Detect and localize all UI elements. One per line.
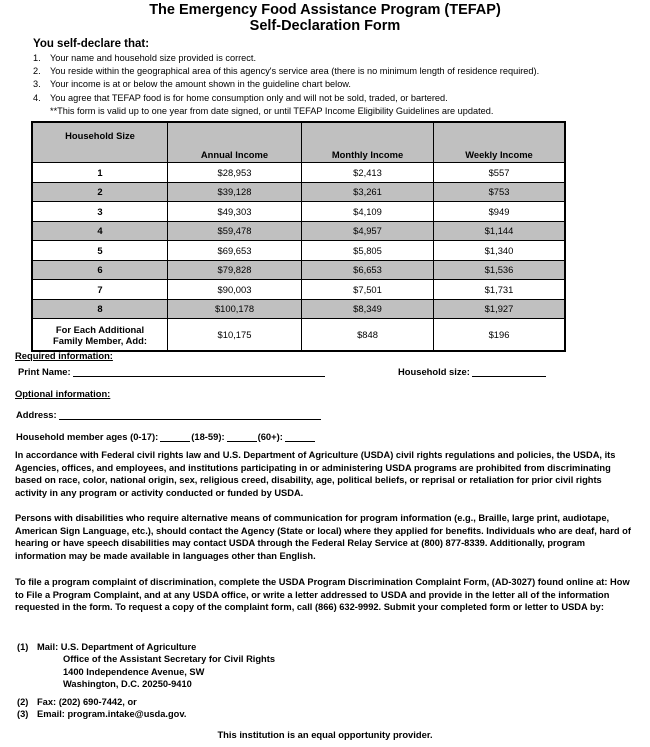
- header-household-size: Household Size: [32, 122, 168, 163]
- household-size-cell: 5: [32, 241, 168, 261]
- ages-18-59-label: (18-59):: [191, 431, 225, 442]
- monthly-income-cell: $4,957: [302, 221, 434, 241]
- weekly-income-cell: $557: [434, 163, 566, 183]
- item-number: 4.: [33, 92, 41, 103]
- required-info-heading: Required information:: [15, 350, 113, 361]
- table-row: [32, 241, 565, 261]
- declaration-item: [33, 52, 539, 65]
- annual-income-cell: $59,478: [168, 221, 302, 241]
- weekly-income-cell: $1,927: [434, 299, 566, 319]
- mail-address-line: 1400 Independence Avenue, SW: [63, 666, 205, 677]
- mail-number: (1): [17, 642, 29, 652]
- validity-note: **This form is valid up to one year from date signed, or until TEFAP Income Eligibility Guidelines are updated.: [50, 106, 494, 116]
- declaration-item: [33, 78, 539, 91]
- table-row: [32, 202, 565, 222]
- declaration-item: [33, 65, 539, 78]
- mail-address-line: Office of the Assistant Secretary for Civil Rights: [63, 654, 275, 665]
- ages-60-label: (60+):: [257, 431, 283, 442]
- additional-monthly: $848: [302, 319, 434, 352]
- declaration-heading: You self-declare that:: [33, 38, 150, 50]
- table-row: [32, 163, 565, 183]
- annual-income-cell: $79,828: [168, 260, 302, 280]
- monthly-income-cell: $7,501: [302, 280, 434, 300]
- item-number: 3.: [33, 79, 41, 90]
- household-size-input[interactable]: [472, 367, 546, 377]
- annual-income-cell: $39,128: [168, 182, 302, 202]
- table-row: [32, 280, 565, 300]
- household-size-cell: 3: [32, 202, 168, 222]
- address-field: [16, 409, 321, 420]
- fax-method: [17, 696, 275, 708]
- annual-income-cell: $69,653: [168, 241, 302, 261]
- monthly-income-cell: $5,805: [302, 241, 434, 261]
- weekly-income-cell: $1,731: [434, 280, 566, 300]
- fax-text: Fax: (202) 690-7442, or: [37, 696, 137, 707]
- weekly-income-cell: $949: [434, 202, 566, 222]
- weekly-income-cell: $1,340: [434, 241, 566, 261]
- print-name-field: [18, 366, 325, 377]
- household-size-cell: 6: [32, 260, 168, 280]
- header-annual-income: Annual Income: [168, 122, 302, 163]
- table-row: [32, 299, 565, 319]
- item-text: Your income is at or below the amount shown in the guideline chart below.: [50, 79, 351, 90]
- household-size-cell: 7: [32, 280, 168, 300]
- household-ages-field: [16, 431, 315, 442]
- optional-info-heading: Optional information:: [15, 388, 111, 399]
- civil-rights-statement: In accordance with Federal civil rights law and U.S. Department of Agriculture (USDA) civil rights regulations and policies, the USDA, its Agencies, offices, and employees, and institutions participating in or administering USDA programs are prohibited from discriminating based on race, color, national origin, sex, religious creed, disability, age, political beliefs, or reprisal or retaliation for prior civil rights activity in any program or activity conducted or funded by USDA.: [15, 450, 616, 498]
- mail-address-line: Washington, D.C. 20250-9410: [63, 679, 192, 690]
- household-size-field: [398, 366, 546, 377]
- household-size-cell: 4: [32, 221, 168, 241]
- additional-weekly: $196: [434, 319, 566, 352]
- weekly-income-cell: $1,144: [434, 221, 566, 241]
- address-label: Address:: [16, 409, 57, 420]
- submission-methods: [17, 641, 275, 720]
- email-number: (3): [17, 709, 29, 720]
- additional-annual: $10,175: [168, 319, 302, 352]
- item-text: You reside within the geographical area of this agency's service area (there is no minimum length of residence required).: [50, 66, 540, 77]
- household-size-cell: 1: [32, 163, 168, 183]
- household-size-label: Household size:: [398, 366, 470, 377]
- table-row: [32, 182, 565, 202]
- annual-income-cell: $49,303: [168, 202, 302, 222]
- item-number: 1.: [33, 53, 41, 63]
- form-subtitle: Self-Declaration Form: [249, 18, 401, 34]
- ages-0-17-label: Household member ages (0-17):: [16, 431, 159, 442]
- household-size-cell: 8: [32, 299, 168, 319]
- item-number: 2.: [33, 66, 41, 77]
- monthly-income-cell: $2,413: [302, 163, 434, 183]
- equal-opportunity-footer: This institution is an equal opportunity provider.: [217, 729, 433, 740]
- print-name-label: Print Name:: [18, 366, 71, 377]
- declaration-item: [33, 92, 539, 105]
- email-text: Email: program.intake@usda.gov.: [37, 709, 187, 720]
- item-text: You agree that TEFAP food is for home consumption only and will not be sold, traded, or bartered.: [50, 92, 448, 103]
- declaration-list: [33, 52, 539, 105]
- ages-18-59-input[interactable]: [227, 432, 257, 442]
- form-title: The Emergency Food Assistance Program (TEFAP): [149, 2, 501, 18]
- household-size-cell: 2: [32, 182, 168, 202]
- table-row: [32, 221, 565, 241]
- print-name-input[interactable]: [73, 367, 325, 377]
- item-text: Your name and household size provided is correct.: [50, 53, 256, 63]
- table-row-additional-member: [32, 319, 565, 352]
- mail-method: [17, 641, 275, 653]
- fax-number: (2): [17, 696, 29, 707]
- weekly-income-cell: $1,536: [434, 260, 566, 280]
- additional-label-line1: For Each Additional: [55, 323, 145, 335]
- monthly-income-cell: $3,261: [302, 182, 434, 202]
- ages-60-input[interactable]: [285, 432, 315, 442]
- additional-label-line2: Family Member, Add:: [53, 334, 147, 346]
- monthly-income-cell: $6,653: [302, 260, 434, 280]
- table-row: [32, 260, 565, 280]
- disabilities-statement: Persons with disabilities who require alternative means of communication for program information (e.g., Braille, large print, audiotape, American Sign Language, etc.), should contact the Agency (State or local) where they applied for benefits. Individuals who are deaf, hard of hearing or have speech disabilities may contact USDA through the Federal Relay Service at (800) 877-8339. Additionally, program information may be made available in languages other than English.: [15, 513, 631, 561]
- monthly-income-cell: $8,349: [302, 299, 434, 319]
- table-body: [32, 163, 565, 352]
- income-guidelines-table: [31, 121, 566, 352]
- header-weekly-income: Weekly Income: [434, 122, 566, 163]
- mail-label: Mail: U.S. Department of Agriculture: [37, 642, 197, 652]
- table-header-row: [32, 122, 565, 163]
- email-method: [17, 708, 275, 720]
- address-input[interactable]: [59, 410, 321, 420]
- ages-0-17-input[interactable]: [160, 432, 190, 442]
- additional-member-label: [32, 319, 168, 352]
- annual-income-cell: $100,178: [168, 299, 302, 319]
- annual-income-cell: $90,003: [168, 280, 302, 300]
- complaint-statement: To file a program complaint of discrimination, complete the USDA Program Discrimination Complaint Form, (AD-3027) found online at: How to File a Program Complaint, and at any USDA office, or write a letter addressed to USDA and provide in the letter all of the information requested in the form. To request a copy of the complaint form, call (866) 632-9992. Submit your completed form or letter to USDA by:: [15, 577, 630, 613]
- weekly-income-cell: $753: [434, 182, 566, 202]
- header-monthly-income: Monthly Income: [302, 122, 434, 163]
- monthly-income-cell: $4,109: [302, 202, 434, 222]
- annual-income-cell: $28,953: [168, 163, 302, 183]
